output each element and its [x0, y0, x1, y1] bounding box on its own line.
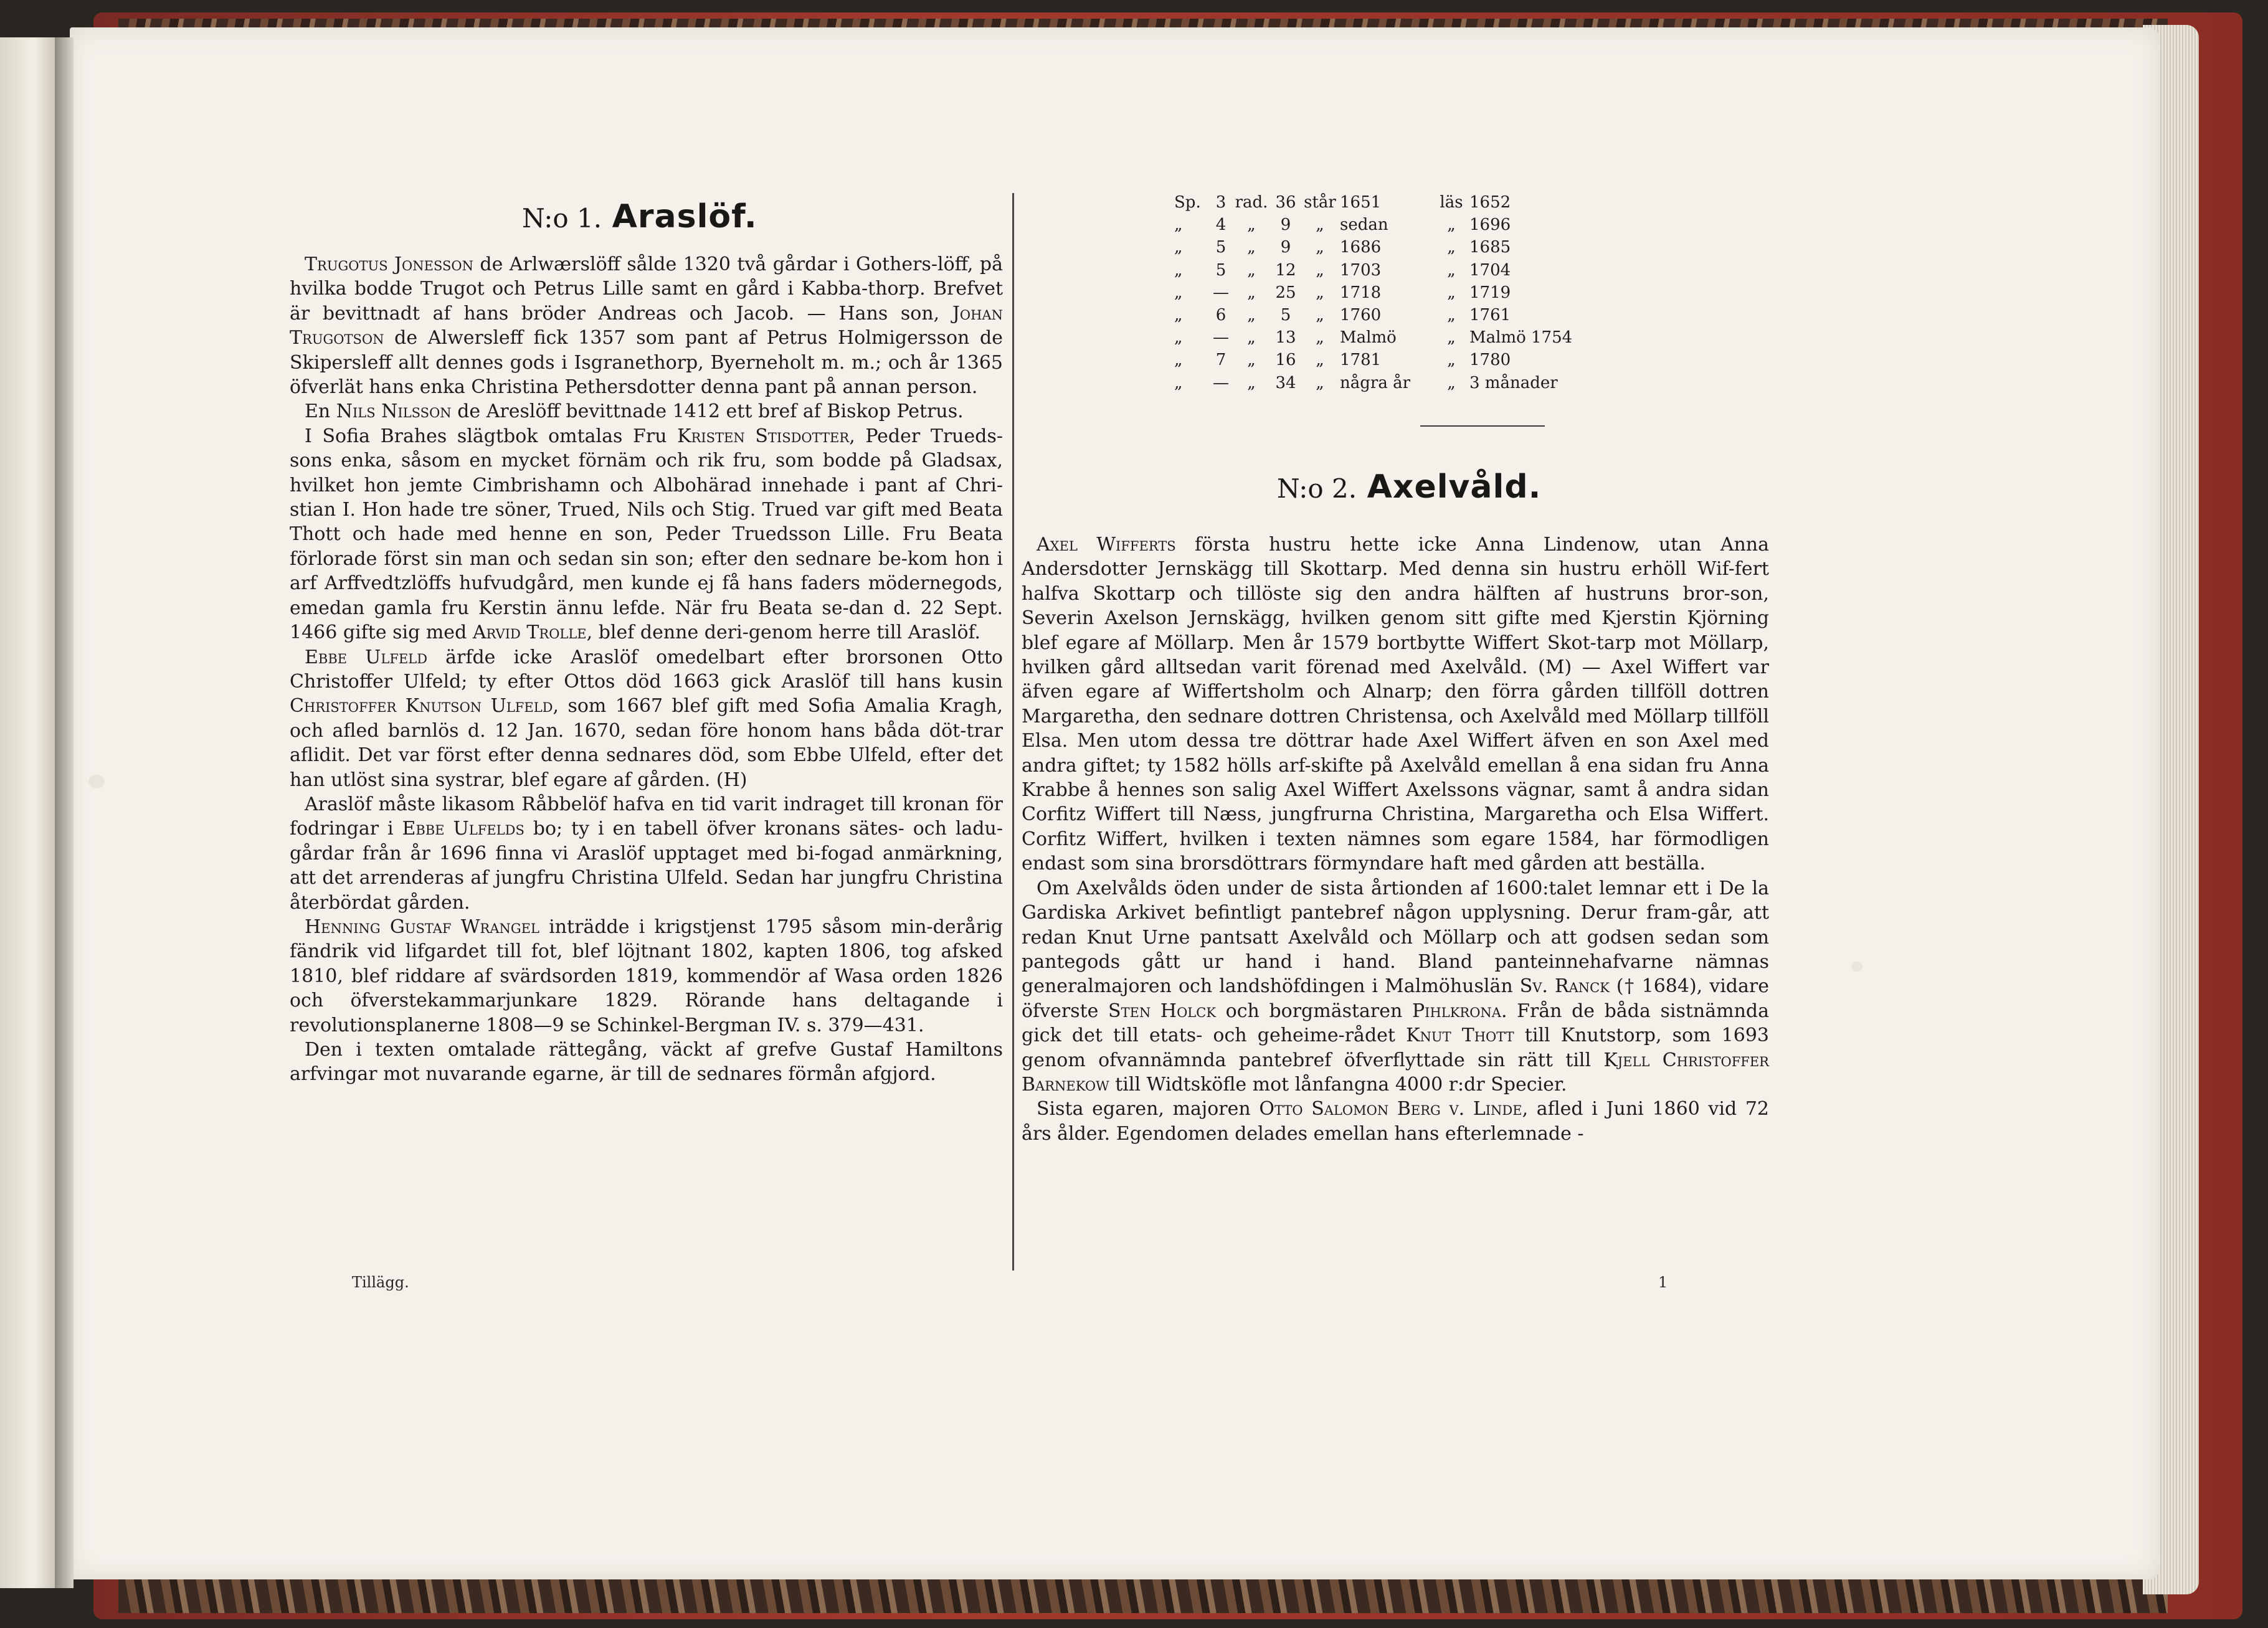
text-run: och borgmästaren [1216, 1000, 1412, 1022]
errata-cell-col: — [1213, 373, 1229, 392]
text-run: I Sofia Brahes slägtbok omtalas Fru [305, 425, 678, 447]
person-name: Pihlkrona [1412, 1000, 1501, 1022]
errata-cell-old: 1686 [1340, 238, 1382, 257]
errata-rule [1420, 425, 1545, 427]
errata-row [1174, 326, 1610, 349]
text-run: († 1684), vidare öfverste [1022, 975, 1769, 1022]
errata-cell-rad: rad. [1235, 193, 1268, 212]
errata-table [1174, 191, 1610, 394]
text-run: En [305, 400, 336, 423]
errata-cell-new: 1696 [1469, 215, 1511, 235]
errata-cell-old: 1781 [1340, 351, 1382, 370]
errata-cell-sp: „ [1174, 215, 1183, 235]
errata-cell-rad: „ [1247, 306, 1256, 325]
errata-row [1174, 349, 1610, 371]
paragraph [290, 792, 1003, 915]
errata-cell-old: några år [1340, 373, 1411, 392]
errata-cell-new: 1704 [1469, 260, 1511, 280]
errata-cell-sp: „ [1174, 238, 1183, 257]
errata-row [1174, 282, 1610, 304]
errata-cell-old: Malmö [1340, 328, 1397, 348]
column-divider [1012, 193, 1014, 1271]
errata-cell-col: 5 [1215, 238, 1227, 257]
section-number: N:o 2. [1277, 473, 1357, 504]
text-run: Araslöf måste likasom Råbbelöf hafva en tid varit indraget till kronan för fodringar i [290, 793, 1003, 840]
errata-cell-line: 9 [1280, 238, 1291, 257]
errata-cell-star: „ [1316, 283, 1324, 302]
errata-row [1174, 259, 1610, 282]
errata-cell-rad: „ [1247, 238, 1256, 257]
facing-page-edge [0, 37, 56, 1588]
left-text-column [290, 252, 1003, 1087]
text-run: inträdde i krigstjenst 1795 såsom min-derårig fändrik vid lifgardet till fot, blef löjtnant 1802, kapten 1806, tog afsked 1810, blef riddare af svärdsorden 1819, kommendör af Wasa orden 1826 och öfverstekammarjunkare 1829. Rörande hans deltagande i revolutionsplanerne 1808—9 se Schinkel-Bergman IV. s. 379—431. [290, 916, 1003, 1036]
person-name: Christoffer Knutson Ulfeld [290, 695, 553, 717]
errata-cell-las: „ [1447, 373, 1456, 392]
errata-cell-line: 16 [1275, 351, 1296, 370]
errata-cell-new: 1780 [1469, 351, 1511, 370]
person-name: Trugotus Jonesson [305, 253, 473, 275]
errata-cell-star: står [1304, 193, 1336, 212]
errata-cell-las: „ [1447, 306, 1456, 325]
errata-cell-sp: „ [1174, 328, 1183, 348]
text-run: till Knutstorp, som 1693 genom ofvannämnda pantebref öfverflyttade sin rätt till [1022, 1025, 1769, 1071]
paragraph [1022, 1097, 1769, 1146]
section-title: Axelvåld. [1367, 468, 1542, 506]
person-name: Axel Wifferts [1037, 534, 1176, 556]
errata-cell-sp: „ [1174, 351, 1183, 370]
text-run: bo; ty i en tabell öfver kronans sätes- och ladu-gårdar från år 1696 finna vi Araslöf upptaget med bi-fogad anmärkning, att det arrenderas af jungfru Christina Ulfeld. Sedan har jungfru Christina återbördat gården. [290, 818, 1003, 914]
text-run: , Peder Trueds-sons enka, såsom en mycket förnäm och rik fru, som bodde på Gladsax, hvilket hon jemte Cimbrishamn och Albohärad innehade i pant af Chri-stian I. Hon hade tre söner, Trued, Nils och Stig. Trued var gift med Beata Thott och hade med henne en son, Peder Truedsson Lille. Fru Beata förlorade först sin man och sedan sin son; efter den sednare be-kom hon i arf Arffvedtzlöffs hufvudgård, men kunde ej få hans faders mödernegods, emedan gamla fru Kerstin ännu lefde. När fru Beata se-dan d. 22 Sept. 1466 gifte sig med [290, 425, 1003, 644]
errata-cell-sp: „ [1174, 373, 1183, 392]
errata-cell-old: 1703 [1340, 260, 1382, 280]
paragraph [290, 915, 1003, 1038]
errata-cell-sp: „ [1174, 306, 1183, 325]
errata-cell-star: „ [1316, 328, 1324, 348]
errata-cell-sp: „ [1174, 260, 1183, 280]
text-run: Den i texten omtalade rättegång, väckt af grefve Gustaf Hamiltons arfvingar mot nuvarande egarne, är till de sednares förmån afgjord. [290, 1039, 1003, 1086]
paragraph [290, 1038, 1003, 1087]
person-name: Kristen Stisdotter [677, 425, 850, 447]
errata-cell-line: 13 [1275, 328, 1296, 348]
section-heading-araslof [522, 198, 757, 235]
errata-row [1174, 236, 1610, 258]
paragraph [290, 424, 1003, 645]
errata-row [1174, 372, 1610, 394]
person-name: Sten Holck [1108, 1000, 1217, 1022]
errata-cell-rad: „ [1247, 373, 1256, 392]
text-run: . Från de båda sistnämnda gick det till etats- och geheime-rådet [1022, 1000, 1769, 1047]
errata-cell-las: „ [1447, 328, 1456, 348]
errata-cell-las: „ [1447, 215, 1456, 235]
errata-cell-line: 12 [1275, 260, 1296, 280]
spine-gutter [55, 37, 74, 1588]
errata-cell-col: — [1213, 283, 1229, 302]
page-spot [1851, 962, 1862, 972]
errata-cell-line: 34 [1275, 373, 1296, 392]
section-number: N:o 1. [522, 203, 602, 234]
right-text-column [1022, 532, 1769, 1146]
person-name: Arvid Trolle [472, 622, 587, 644]
errata-cell-new: 1761 [1469, 306, 1511, 325]
errata-cell-rad: „ [1247, 215, 1256, 235]
errata-cell-col: 7 [1215, 351, 1227, 370]
errata-cell-line: 36 [1275, 193, 1296, 212]
errata-cell-col: — [1213, 328, 1229, 348]
errata-cell-las: „ [1447, 283, 1456, 302]
text-run: ärfde icke Araslöf omedelbart efter brorsonen Otto Christoffer Ulfeld; ty efter Ottos död 1663 gick Araslöf till hans kusin [290, 646, 1003, 693]
footer-signature-left: Tillägg. [352, 1274, 409, 1291]
errata-cell-star: „ [1316, 351, 1324, 370]
errata-cell-star: „ [1316, 215, 1324, 235]
text-run: till Widtsköfle mot lånfangna 4000 r:dr Specier. [1109, 1073, 1567, 1096]
errata-cell-new: 1652 [1469, 193, 1511, 212]
errata-cell-new: 1719 [1469, 283, 1511, 302]
person-name: Nils Nilsson [336, 400, 452, 423]
errata-cell-rad: „ [1247, 351, 1256, 370]
errata-cell-col: 3 [1215, 193, 1227, 212]
errata-cell-line: 9 [1280, 215, 1291, 235]
errata-cell-old: sedan [1340, 215, 1388, 235]
person-name: Johan Trugotson [290, 302, 1003, 349]
text-run: de Arlwærslöff sålde 1320 två gårdar i Gothers-löff, på hvilka bodde Trugot och Petrus Lille samt en gård i Kabba-thorp. Brefvet är bevittnadt af hans bröder Andreas och Jacob. — Hans son, [290, 253, 1003, 324]
paragraph [290, 252, 1003, 399]
errata-cell-old: 1651 [1340, 193, 1382, 212]
errata-cell-new: Malmö 1754 [1469, 328, 1573, 348]
errata-cell-col: 6 [1215, 306, 1227, 325]
errata-cell-new: 1685 [1469, 238, 1511, 257]
person-name: Ebbe Ulfeld [305, 646, 428, 668]
section-title: Araslöf. [612, 198, 757, 235]
errata-cell-las: läs [1440, 193, 1463, 212]
errata-cell-rad: „ [1247, 283, 1256, 302]
errata-cell-las: „ [1447, 260, 1456, 280]
marbled-edge-bottom [118, 1576, 2168, 1613]
text-run: Sista egaren, majoren [1037, 1098, 1260, 1120]
errata-cell-rad: „ [1247, 260, 1256, 280]
errata-cell-rad: „ [1247, 328, 1256, 348]
errata-cell-star: „ [1316, 260, 1324, 280]
errata-cell-sp: Sp. [1174, 193, 1201, 212]
section-heading-axelvald [1277, 468, 1541, 506]
person-name: Otto Salomon Berg v. Linde [1259, 1098, 1522, 1120]
errata-cell-col: 4 [1215, 215, 1227, 235]
errata-cell-col: 5 [1215, 260, 1227, 280]
errata-cell-las: „ [1447, 238, 1456, 257]
errata-cell-line: 5 [1280, 306, 1291, 325]
person-name: Sv. Ranck [1519, 975, 1610, 998]
text-run: , som 1667 blef gift med Sofia Amalia Kragh, och afled barnlös d. 12 Jan. 1670, sedan före honom hans båda döt-trar aflidit. Det var först efter denna sednares död, som Ebbe Ulfeld, efter det han utlöst sina systrar, blef egare af gården. (H) [290, 695, 1003, 791]
person-name: Ebbe Ulfelds [402, 818, 524, 840]
paragraph [290, 645, 1003, 792]
errata-cell-star: „ [1316, 373, 1324, 392]
errata-cell-star: „ [1316, 306, 1324, 325]
errata-cell-star: „ [1316, 238, 1324, 257]
errata-cell-las: „ [1447, 351, 1456, 370]
errata-row [1174, 214, 1610, 236]
text-run: , blef denne deri-genom herre till Araslöf. [586, 622, 981, 644]
text-run: de Alwersleff fick 1357 som pant af Petrus Holmigersson de Skipersleff allt dennes gods i Isgranethorp, Byerneholt m. m.; och år 1365 öfverlät hans enka Christina Pethersdotter denna pant på annan person. [290, 327, 1003, 399]
errata-cell-new: 3 månader [1469, 373, 1558, 392]
errata-row [1174, 191, 1610, 214]
person-name: Kjell Christoffer Barnekow [1022, 1049, 1769, 1096]
footer-signature-right: 1 [1658, 1274, 1668, 1291]
errata-cell-old: 1760 [1340, 306, 1382, 325]
errata-cell-old: 1718 [1340, 283, 1382, 302]
errata-cell-line: 25 [1275, 283, 1296, 302]
person-name: Henning Gustaf Wrangel [305, 916, 539, 938]
text-run: Om Axelvålds öden under de sista årtionden af 1600:talet lemnar ett i De la Gardiska Arkivet befintligt pantebref någon upplysning. Derur fram-går, att redan Knut Urne pantsatt Axelvåld och Möllarp och att godsen sedan som pantegods gått ur hand i hand. Bland panteinnehafvarne nämnas generalmajoren och landshöfdingen i Malmöhuslän [1022, 877, 1769, 998]
text-run: första hustru hette icke Anna Lindenow, utan Anna Andersdotter Jernskägg till Skottarp. Med denna sin hustru erhöll Wif-fert halfva Skottarp och tillöste sig den andra hälften af hustruns bror-son, Severin Axelson Jernskägg, hvilken genom sitt gifte med Kjerstin Kjörning blef egare af Möllarp. Men år 1579 bortbytte Wiffert Skot-tarp mot Möllarp, hvilken gård alltsedan varit förenad med Axelvåld. (M) — Axel Wiffert var äfven egare af Wiffertsholm och Alnarp; den förra gården tillföll dottren Margaretha, den sednare dottren Christensa, och Axelvåld med Möllarp tillföll Elsa. Men utom dessa tre döttrar hade Axel Wiffert äfven en son Axel med andra giftet; ty 1582 hölls arf-skifte på Axelvåld emellan å ena sidan fru Anna Krabbe å hennes son salig Axel Wiffert Axelssons vägnar, samt å andra sidan Corfitz Wiffert till Næss, jungfrurna Christina, Margaretha och Elsa Wiffert. Corfitz Wiffert, hvilken i texten nämnes som egare 1584, har förmodligen endast som sina brorsdöttrars förmyndare haft med gården att beställa. [1022, 534, 1769, 875]
text-run: de Areslöff bevittnade 1412 ett bref af Biskop Petrus. [451, 400, 964, 423]
text-run: , afled i Juni 1860 vid 72 års ålder. Egendomen delades emellan hans efterlemnade - [1022, 1098, 1770, 1145]
paragraph [1022, 532, 1769, 876]
paragraph [290, 399, 1003, 424]
person-name: Knut Thott [1406, 1025, 1514, 1047]
errata-row [1174, 304, 1610, 326]
errata-cell-sp: „ [1174, 283, 1183, 302]
paragraph [1022, 876, 1769, 1097]
page-spot [88, 775, 105, 788]
